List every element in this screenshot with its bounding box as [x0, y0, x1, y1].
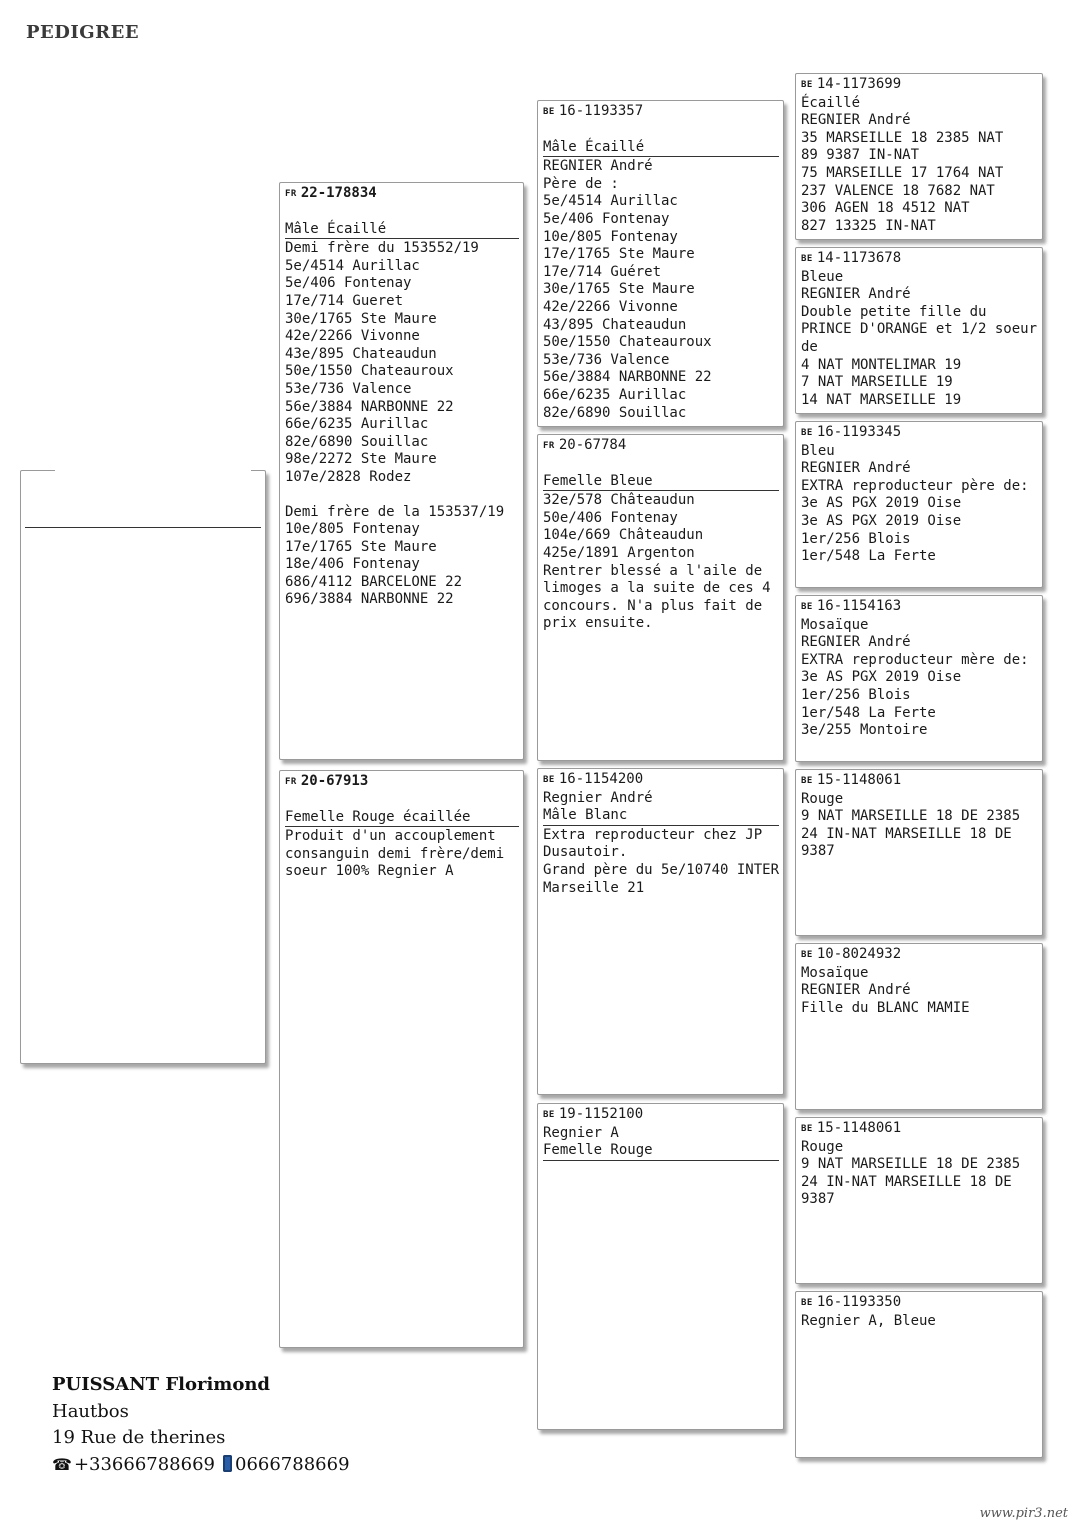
info-line: Produit d'un accouplement consanguin demi frère/demi soeur 100% Regnier A	[285, 828, 513, 880]
info-line: 1er/548 La Ferte	[801, 548, 936, 565]
info-line: 1er/256 Blois	[801, 686, 911, 703]
ring-number-line	[285, 185, 519, 204]
country-code: BE	[801, 950, 813, 960]
info-line: Mosaïque	[801, 616, 869, 633]
info-line: 5e/406 Fontenay	[285, 275, 412, 292]
info-line: 9 NAT MARSEILLE 18 DE 2385	[801, 1156, 1021, 1173]
info-line: 696/3884 NARBONNE 22	[285, 591, 454, 608]
info-line: 686/4112 BARCELONE 22	[285, 573, 463, 590]
info-line: 50e/406 Fontenay	[543, 509, 678, 526]
box-header	[285, 204, 519, 240]
page-title: PEDIGREE	[26, 22, 140, 43]
info-line: EXTRA reproducteur mère de:	[801, 651, 1029, 668]
info-line: 42e/2266 Vivonne	[543, 298, 678, 315]
info-line: 3e/255 Montoire	[801, 722, 928, 739]
owner-address: 19 Rue de therines	[52, 1427, 226, 1448]
owner-phones	[52, 1452, 350, 1479]
country-code: FR	[285, 777, 297, 787]
sex-color: Mâle Écaillé	[285, 220, 387, 237]
ring-number-line	[801, 76, 1038, 95]
info-line: 17e/714 Guéret	[543, 263, 662, 280]
info-line: Double petite fille du PRINCE D'ORANGE et 1/2 soeur de	[801, 303, 1046, 355]
info-line: 10e/805 Fontenay	[543, 228, 678, 245]
country-code: FR	[285, 189, 297, 199]
ring-number: 16-1193357	[558, 103, 644, 119]
info-line: Bleu	[801, 442, 835, 459]
pedigree-box-sire-dam[interactable]	[537, 434, 784, 761]
info-line: 14 NAT MARSEILLE 19	[801, 391, 962, 408]
ring-number-line	[801, 250, 1038, 269]
ring-number: 19-1152100	[558, 1106, 644, 1122]
info-line: EXTRA reproducteur père de:	[801, 477, 1029, 494]
info-line: 17e/714 Gueret	[285, 292, 404, 309]
info-line: 4 NAT MONTELIMAR 19	[801, 356, 962, 373]
info-line: Regnier A, Bleue	[801, 1312, 936, 1329]
info-line: 75 MARSEILLE 17 1764 NAT	[801, 164, 1004, 181]
owner-phone[interactable]: +33666788669	[73, 1453, 215, 1475]
box-header	[543, 790, 779, 826]
ring-number: 15-1148061	[816, 772, 902, 788]
header-spacer	[543, 456, 779, 473]
country-code: BE	[801, 602, 813, 612]
info-line: Rouge	[801, 790, 844, 807]
phone-icon: ☎	[52, 1454, 72, 1474]
info-line: 89 9387 IN-NAT	[801, 147, 920, 164]
info-line: 56e/3884 NARBONNE 22	[285, 398, 454, 415]
pedigree-box-sire-sire[interactable]	[537, 100, 784, 427]
country-code: BE	[543, 775, 555, 785]
country-code: BE	[801, 254, 813, 264]
ring-number: 20-67784	[558, 437, 627, 453]
info-line: 43e/895 Chateaudun	[285, 345, 437, 362]
ring-number: 15-1148061	[816, 1120, 902, 1136]
info-line: 1er/256 Blois	[801, 530, 911, 547]
info-line: REGNIER André	[543, 158, 653, 175]
info-line: REGNIER André	[801, 634, 911, 651]
info-line: 306 AGEN 18 4512 NAT	[801, 200, 970, 217]
pedigree-box-dam-dam[interactable]	[537, 1103, 784, 1430]
pedigree-box-dam[interactable]	[279, 770, 524, 1348]
country-code: BE	[543, 107, 555, 117]
info-line: 17e/1765 Ste Maure	[543, 246, 695, 263]
country-code: BE	[801, 80, 813, 90]
ring-number-line	[801, 424, 1038, 443]
box-header	[543, 456, 779, 492]
info-line: Rentrer blessé a l'aile de limoges a la suite de ces 4 concours. N'a plus fait de prix ensuite.	[543, 562, 780, 632]
info-line: 3e AS PGX 2019 Oise	[801, 669, 962, 686]
info-line: 66e/6235 Aurillac	[543, 386, 687, 403]
header-spacer	[285, 204, 519, 221]
info-line: 56e/3884 NARBONNE 22	[543, 369, 712, 386]
ring-number: 16-1154200	[558, 771, 644, 787]
owner-place: Hautbos	[52, 1400, 129, 1422]
info-line: 66e/6235 Aurillac	[285, 416, 429, 433]
ring-number-line	[801, 946, 1038, 965]
header-spacer	[543, 122, 779, 139]
info-line: 5e/4514 Aurillac	[285, 257, 420, 274]
info-line: 7 NAT MARSEILLE 19	[801, 374, 953, 391]
info-line: REGNIER André	[801, 112, 911, 129]
owner-block	[52, 1372, 350, 1478]
ring-number-line	[801, 1120, 1038, 1139]
sex-color: Femelle Rouge	[543, 1142, 653, 1159]
ring-number-line	[543, 437, 779, 456]
sex-color: Mâle Écaillé	[543, 138, 645, 155]
info-line: Rouge	[801, 1138, 844, 1155]
ring-number: 14-1173678	[816, 250, 902, 266]
info-line: 53e/736 Valence	[543, 351, 670, 368]
ring-number-line	[543, 103, 779, 122]
watermark: www.pir3.net	[979, 1506, 1068, 1521]
info-line: Écaillé	[801, 94, 861, 111]
info-line: 43/895 Chateaudun	[543, 316, 687, 333]
line-spacer	[285, 487, 519, 504]
info-line: 17e/1765 Ste Maure	[285, 538, 437, 555]
info-line: Extra reproducteur chez JP Dusautoir.	[543, 826, 771, 861]
pedigree-box-dd-dam[interactable]	[795, 1291, 1043, 1458]
ring-number-line	[801, 598, 1038, 617]
pedigree-box-ss-sire[interactable]	[795, 73, 1043, 240]
info-line: 425e/1891 Argenton	[543, 544, 695, 561]
info-line: 35 MARSEILLE 18 2385 NAT	[801, 129, 1004, 146]
info-line: 50e/1550 Chateauroux	[543, 334, 712, 351]
mobile-phone-icon	[223, 1455, 232, 1472]
info-line: Demi frère du 153552/19	[285, 240, 479, 257]
country-code: BE	[801, 428, 813, 438]
box-header	[543, 122, 779, 158]
info-line: 3e AS PGX 2019 Oise	[801, 495, 962, 512]
pedigree-box-sire[interactable]	[279, 182, 524, 760]
info-line: REGNIER André	[801, 460, 911, 477]
ring-number: 20-67913	[300, 773, 369, 789]
country-code: BE	[801, 1298, 813, 1308]
info-line: 827 13325 IN-NAT	[801, 217, 936, 234]
info-line: 32e/578 Châteaudun	[543, 492, 695, 509]
ring-number: 14-1173699	[816, 76, 902, 92]
box-header	[285, 792, 519, 828]
ring-number: 16-1193345	[816, 424, 902, 440]
info-line: 104e/669 Châteaudun	[543, 527, 704, 544]
sex-color: Femelle Bleue	[543, 472, 653, 489]
pedigree-box-ds-dam[interactable]	[795, 943, 1043, 1110]
owner-name: PUISSANT Florimond	[52, 1374, 271, 1395]
info-line: 5e/4514 Aurillac	[543, 193, 678, 210]
country-code: BE	[543, 1110, 555, 1120]
pedigree-box-dam-sire[interactable]	[537, 768, 788, 1095]
sex-color: Femelle Rouge écaillée	[285, 808, 471, 825]
info-line: 24 IN-NAT MARSEILLE 18 DE 9387	[801, 825, 1021, 860]
info-line: 50e/1550 Chateauroux	[285, 363, 454, 380]
info-line: 30e/1765 Ste Maure	[543, 281, 695, 298]
subject-box	[20, 470, 266, 1064]
pedigree-box-sd-dam[interactable]	[795, 595, 1043, 762]
info-line: 10e/805 Fontenay	[285, 521, 420, 538]
info-line: 82e/6890 Souillac	[285, 433, 429, 450]
breeder-name: Regnier André	[543, 789, 653, 806]
box-header	[543, 1125, 779, 1161]
info-line: 9 NAT MARSEILLE 18 DE 2385	[801, 808, 1021, 825]
pedigree-box-dd-sire[interactable]	[795, 1117, 1043, 1284]
info-line: REGNIER André	[801, 286, 911, 303]
info-line: 42e/2266 Vivonne	[285, 328, 420, 345]
pedigree-box-sd-sire[interactable]	[795, 421, 1043, 588]
ring-number-line	[543, 771, 779, 790]
subject-title-gap	[55, 469, 251, 473]
pedigree-box-ss-dam[interactable]	[795, 247, 1046, 414]
info-line: 237 VALENCE 18 7682 NAT	[801, 182, 995, 199]
ring-number: 16-1193350	[816, 1294, 902, 1310]
info-line: Père de :	[543, 175, 619, 192]
country-code: BE	[801, 776, 813, 786]
info-line: Fille du BLANC MAMIE	[801, 999, 970, 1016]
country-code: FR	[543, 441, 555, 451]
info-line: 18e/406 Fontenay	[285, 556, 420, 573]
ring-number-line	[801, 1294, 1038, 1313]
ring-number: 10-8024932	[816, 946, 902, 962]
breeder-name: Regnier A	[543, 1124, 619, 1141]
info-line: 82e/6890 Souillac	[543, 404, 687, 421]
pedigree-box-ds-sire[interactable]	[795, 769, 1043, 936]
info-line: 98e/2272 Ste Maure	[285, 451, 437, 468]
info-line: Demi frère de la 153537/19	[285, 503, 505, 520]
info-line: 5e/406 Fontenay	[543, 210, 670, 227]
info-line: REGNIER André	[801, 982, 911, 999]
info-line: Grand père du 5e/10740 INTER Marseille 21	[543, 861, 788, 896]
info-line: 1er/548 La Ferte	[801, 704, 936, 721]
info-line: 30e/1765 Ste Maure	[285, 310, 437, 327]
sex-color: Mâle Blanc	[543, 807, 628, 824]
subject-divider	[25, 527, 261, 528]
info-line: Mosaïque	[801, 964, 869, 981]
country-code: BE	[801, 1124, 813, 1134]
info-line: Bleue	[801, 268, 844, 285]
ring-number-line	[285, 773, 519, 792]
ring-number: 16-1154163	[816, 598, 902, 614]
info-line: 53e/736 Valence	[285, 380, 412, 397]
owner-mobile[interactable]: 0666788669	[235, 1453, 350, 1475]
ring-number-line	[801, 772, 1038, 791]
header-spacer	[285, 792, 519, 809]
ring-number-line	[543, 1106, 779, 1125]
info-line: 107e/2828 Rodez	[285, 468, 412, 485]
info-line: 24 IN-NAT MARSEILLE 18 DE 9387	[801, 1173, 1021, 1208]
ring-number: 22-178834	[300, 185, 377, 201]
info-line: 3e AS PGX 2019 Oise	[801, 512, 962, 529]
